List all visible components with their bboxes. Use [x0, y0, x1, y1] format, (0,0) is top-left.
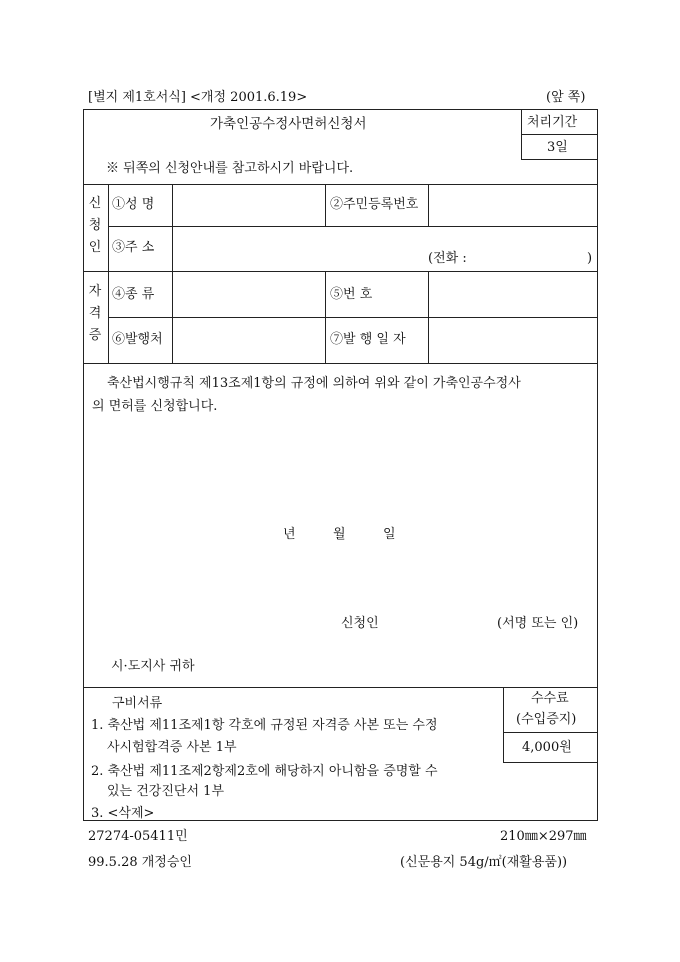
document-2-line-1: 2. 축산법 제11조제2항제2호에 해당하지 아니함을 증명할 수 [91, 764, 438, 779]
address-field[interactable] [178, 238, 588, 254]
date-month-label: 월 [333, 527, 346, 542]
document-2-line-2: 있는 건강진단서 1부 [107, 784, 224, 799]
form-title: 가축인공수정사면허신청서 [210, 116, 367, 132]
document-1-line-2: 사시험합격증 사본 1부 [107, 740, 237, 755]
applicant-section-label: 신 청 인 [88, 196, 102, 255]
statement-line-1: 축산법시행규칙 제13조제1항의 규정에 의하여 위와 같이 가축인공수정사 [107, 376, 521, 391]
form-number-label: [별지 제1호서식] <개정 2001.6.19> [88, 90, 308, 105]
fee-stamp-label: (수입증지) [516, 712, 577, 727]
paper-spec: (신문용지 54g/㎡(재활용품)) [400, 855, 568, 870]
name-label: ①성 명 [112, 197, 155, 212]
fee-label: 수수료 [531, 691, 569, 706]
date-day-label: 일 [383, 527, 396, 542]
notice-text: ※ 뒤쪽의 신청안내를 참고하시기 바랍니다. [106, 161, 354, 176]
issue-date-field[interactable] [433, 333, 593, 349]
fee-amount: 4,000원 [522, 740, 572, 755]
resident-number-label: ②주민등록번호 [330, 197, 419, 212]
document-1-line-1: 1. 축산법 제11조제1항 각호에 규정된 자격증 사본 또는 수정 [91, 718, 438, 733]
date-year-label: 년 [283, 527, 296, 542]
issue-date-label: ⑦발 행 일 자 [330, 332, 406, 347]
page-side-label: (앞 쪽) [546, 90, 586, 105]
phone-label: (전화 : [428, 251, 467, 266]
issuer-label: ⑥발행처 [112, 332, 163, 347]
signature-or-seal-label: (서명 또는 인) [497, 616, 579, 631]
required-documents-title: 구비서류 [112, 696, 163, 711]
applicant-signature-label: 신청인 [341, 616, 379, 631]
approval-date: 99.5.28 개정승인 [88, 855, 192, 870]
license-number-label: ⑤번 호 [330, 287, 373, 302]
license-type-field[interactable] [178, 288, 321, 304]
processing-period-label: 처리기간 [527, 115, 578, 130]
form-code: 27274-05411민 [88, 829, 188, 844]
license-section-label: 자 격 증 [88, 284, 102, 343]
resident-number-field[interactable] [433, 198, 593, 214]
processing-period-value: 3일 [547, 140, 568, 155]
license-number-field[interactable] [433, 288, 593, 304]
name-field[interactable] [178, 198, 321, 214]
document-3: 3. <삭제> [91, 806, 155, 821]
addressee-label: 시·도지사 귀하 [111, 659, 195, 674]
phone-close-paren: ) [587, 251, 593, 266]
license-type-label: ④종 류 [112, 287, 155, 302]
statement-line-2: 의 면허를 신청합니다. [92, 399, 218, 414]
issuer-field[interactable] [178, 333, 321, 349]
paper-size: 210㎜×297㎜ [500, 829, 587, 844]
address-label: ③주 소 [112, 240, 155, 255]
